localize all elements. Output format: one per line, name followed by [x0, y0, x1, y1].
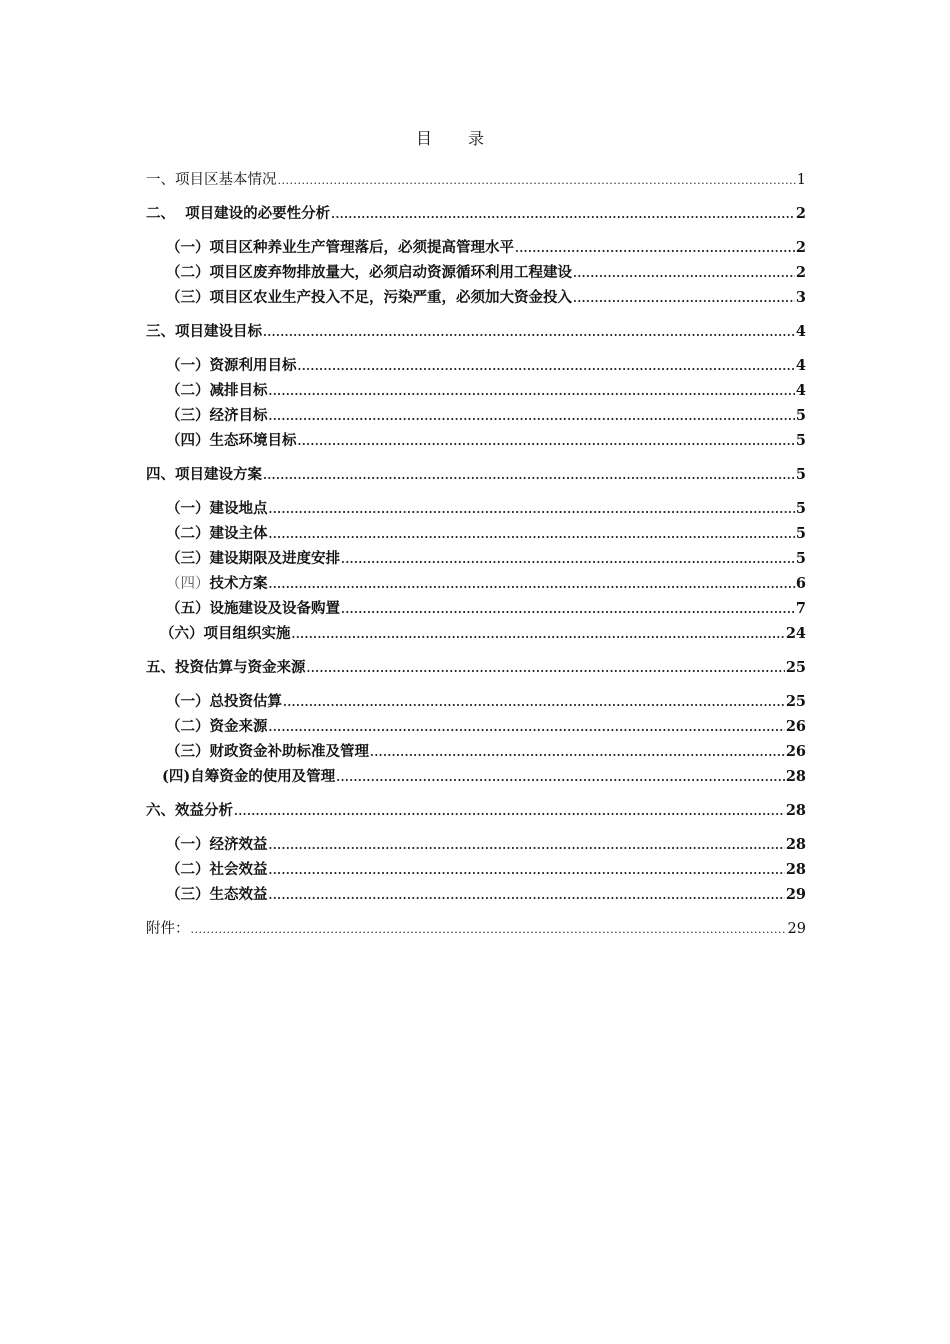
toc-entry-subsection[interactable]: [146, 858, 806, 883]
toc-entry-page: 4: [795, 382, 806, 399]
toc-entry-page: 2: [795, 205, 806, 222]
toc-entry-subsection[interactable]: [146, 354, 806, 379]
toc-entry-page: 5: [795, 432, 806, 449]
toc-entry-subsection[interactable]: [146, 286, 806, 311]
toc-entry-page: 25: [785, 693, 806, 710]
leader-dots: [331, 205, 795, 222]
leader-dots: [269, 407, 795, 424]
toc-entry-label: 四、项目建设方案: [146, 466, 262, 483]
toc-entry-subsection[interactable]: [146, 261, 806, 286]
toc-entry-subsection[interactable]: [146, 765, 806, 790]
leader-dots: [573, 289, 795, 306]
toc-entry-subsection[interactable]: [146, 622, 806, 647]
toc-entry-label: （五）设施建设及设备购置: [166, 600, 340, 617]
table-of-contents: [146, 168, 806, 942]
toc-entry-section-4[interactable]: [146, 463, 806, 488]
toc-entry-label: （一）资源利用目标: [166, 357, 297, 374]
toc-entry-page: 4: [795, 323, 806, 340]
toc-entry-page: 28: [785, 861, 806, 878]
toc-entry-page: 1: [796, 172, 806, 188]
toc-entry-subsection[interactable]: [146, 236, 806, 261]
toc-entry-page: 3: [795, 289, 806, 306]
toc-entry-subsection[interactable]: [146, 740, 806, 765]
toc-entry-appendix[interactable]: [146, 917, 806, 942]
toc-entry-label: （二）建设主体: [166, 525, 268, 542]
toc-entry-label: 三、项目建设目标: [146, 323, 262, 340]
toc-entry-page: 28: [785, 836, 806, 853]
leader-dots: [269, 382, 795, 399]
toc-entry-label: (四)自筹资金的使用及管理: [162, 768, 336, 785]
toc-entry-subsection[interactable]: [146, 833, 806, 858]
leader-dots: [263, 466, 795, 483]
toc-title-right: 录: [468, 129, 485, 148]
leader-dots: [573, 264, 795, 281]
leader-dots: [269, 500, 795, 517]
toc-entry-subsection[interactable]: [146, 497, 806, 522]
leader-dots: [269, 836, 785, 853]
toc-entry-label: 六、效益分析: [146, 802, 233, 819]
leader-dots: [269, 886, 785, 903]
toc-entry-subsection[interactable]: [146, 547, 806, 572]
toc-entry-label: （六）项目组织实施: [160, 625, 291, 642]
toc-entry-subsection[interactable]: [146, 572, 806, 597]
toc-entry-subsection[interactable]: [146, 404, 806, 429]
toc-entry-section-2[interactable]: [146, 202, 806, 227]
toc-entry-label: （二）减排目标: [166, 382, 268, 399]
leader-dots: [298, 432, 795, 449]
toc-entry-label: [166, 572, 268, 593]
toc-entry-label: （二）资金来源: [166, 718, 268, 735]
toc-entry-label: （一）经济效益: [166, 836, 268, 853]
toc-entry-subsection[interactable]: [146, 429, 806, 454]
toc-entry-label-prefix: （四）: [166, 576, 210, 592]
toc-entry-label: （一）总投资估算: [166, 693, 282, 710]
toc-entry-label: （三）经济目标: [166, 407, 268, 424]
leader-dots: [307, 659, 785, 676]
toc-entry-page: 5: [795, 500, 806, 517]
toc-entry-page: 29: [787, 921, 806, 937]
toc-entry-section-1[interactable]: [146, 168, 806, 193]
toc-entry-page: 28: [785, 768, 806, 785]
toc-entry-page: 5: [795, 550, 806, 567]
leader-dots: [263, 323, 795, 340]
toc-entry-subsection[interactable]: [146, 715, 806, 740]
toc-entry-page: 29: [785, 886, 806, 903]
toc-entry-page: 5: [795, 407, 806, 424]
leader-dots: [341, 600, 795, 617]
leader-dots: [292, 625, 785, 642]
toc-entry-page: 4: [795, 357, 806, 374]
toc-entry-page: 2: [795, 264, 806, 281]
toc-entry-label: 二、 项目建设的必要性分析: [146, 205, 331, 222]
leader-dots: [269, 525, 795, 542]
toc-entry-page: 5: [795, 525, 806, 542]
toc-entry-section-5[interactable]: [146, 656, 806, 681]
leader-dots: [370, 743, 785, 760]
toc-entry-page: 2: [795, 239, 806, 256]
toc-entry-page: 7: [795, 600, 806, 617]
toc-entry-subsection[interactable]: [146, 522, 806, 547]
leader-dots: [341, 550, 795, 567]
leader-dots: [336, 768, 785, 785]
leader-dots: [234, 802, 785, 819]
toc-entry-subsection[interactable]: [146, 690, 806, 715]
leader-dots: [191, 921, 787, 937]
toc-entry-page: 6: [795, 575, 806, 592]
toc-entry-label-rest: 技术方案: [209, 575, 268, 592]
toc-entry-label: （三）项目区农业生产投入不足，污染严重，必须加大资金投入: [166, 289, 572, 306]
toc-entry-subsection[interactable]: [146, 379, 806, 404]
toc-entry-label: 五、投资估算与资金来源: [146, 659, 306, 676]
toc-entry-label: 一、项目区基本情况: [146, 172, 277, 188]
toc-entry-section-3[interactable]: [146, 320, 806, 345]
toc-title: [0, 126, 900, 149]
toc-entry-label: 附件：: [146, 921, 190, 937]
toc-entry-page: 24: [785, 625, 806, 642]
leader-dots: [269, 575, 795, 592]
toc-entry-subsection[interactable]: [146, 597, 806, 622]
toc-entry-label: （三）财政资金补助标准及管理: [166, 743, 369, 760]
toc-entry-label: （二）社会效益: [166, 861, 268, 878]
toc-entry-label: （三）建设期限及进度安排: [166, 550, 340, 567]
leader-dots: [515, 239, 795, 256]
toc-entry-page: 26: [785, 743, 806, 760]
toc-title-left: 目: [415, 129, 432, 148]
toc-entry-section-6[interactable]: [146, 799, 806, 824]
toc-entry-label: （二）项目区废弃物排放量大，必须启动资源循环利用工程建设: [166, 264, 572, 281]
leader-dots: [269, 861, 785, 878]
leader-dots: [269, 718, 785, 735]
toc-entry-label: （四）生态环境目标: [166, 432, 297, 449]
toc-entry-page: 26: [785, 718, 806, 735]
toc-entry-label: （三）生态效益: [166, 886, 268, 903]
leader-dots: [298, 357, 795, 374]
toc-entry-label: （一）项目区种养业生产管理落后，必须提高管理水平: [166, 239, 514, 256]
toc-entry-page: 25: [785, 659, 806, 676]
toc-entry-label: （一）建设地点: [166, 500, 268, 517]
toc-entry-subsection[interactable]: [146, 883, 806, 908]
leader-dots: [283, 693, 785, 710]
leader-dots: [278, 172, 796, 188]
toc-entry-page: 5: [795, 466, 806, 483]
toc-entry-page: 28: [785, 802, 806, 819]
